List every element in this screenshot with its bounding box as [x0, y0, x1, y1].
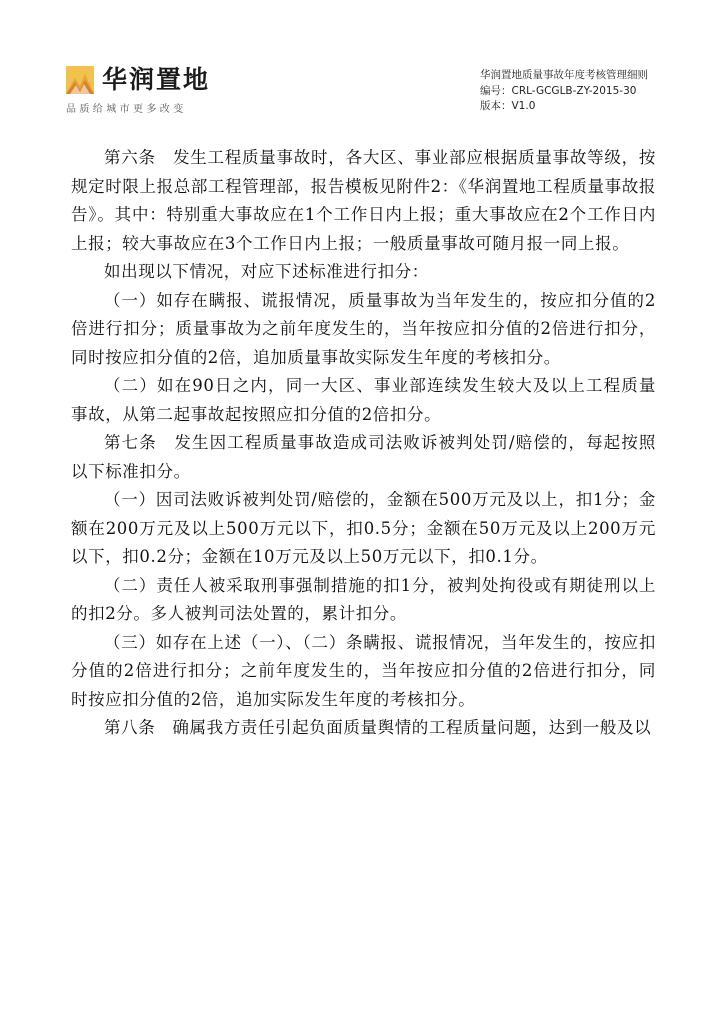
- document-body: [71, 144, 656, 743]
- paragraph-7-item-2: （二）责任人被采取刑事强制措施的扣1分，被判处拘役或有期徒刑以上的扣2分。多人被判司法处置的，累计扣分。: [71, 575, 656, 623]
- paragraph-7-item-1: （一）因司法败诉被判处罚/赔偿的，金额在500万元及以上，扣1分；金额在200万元及以上500万元以下，扣0.5分；金额在50万元及以上200万元以下，扣0.2分；金额在10万元及以上50万元以下，扣0.1分。: [71, 490, 656, 566]
- paragraph-6-item-1: （一）如存在瞒报、谎报情况，质量事故为当年发生的，按应扣分值的2倍进行扣分；质量事故为之前年度发生的，当年按应扣分值的2倍进行扣分，同时按应扣分值的2倍，追加质量事故实际发生年度的考核扣分。: [71, 290, 656, 367]
- company-logo: [66, 66, 266, 118]
- document-meta: [480, 68, 648, 115]
- paragraph-article-8: 第八条 确属我方责任引起负面质量舆情的工程质量问题，达到一般及以: [104, 718, 652, 737]
- paragraph-7-item-3: （三）如存在上述（一）、（二）条瞒报、谎报情况，当年发生的，按应扣分值的2倍进行扣分；之前年度发生的，当年按应扣分值的2倍进行扣分，同时按应扣分值的2倍，追加实际发生年度的考核扣分。: [71, 632, 656, 709]
- logo-name: 华润置地: [102, 65, 211, 94]
- document-title: 华润置地质量事故年度考核管理细则: [480, 69, 648, 81]
- page-header: [0, 0, 724, 120]
- paragraph-article-7: 第七条 发生因工程质量事故造成司法败诉被判处罚/赔偿的，每起按照以下标准扣分。: [71, 433, 656, 481]
- paragraph-article-6: 第六条 发生工程质量事故时，各大区、事业部应根据质量事故等级，按规定时限上报总部工程管理部，报告模板见附件2：《华润置地工程质量事故报告》。其中：特别重大事故应在1个工作日内上报；重大事故应在2个工作日内上报；较大事故应在3个工作日内上报；一般质量事故可随月报一同上报。: [71, 148, 656, 253]
- paragraph-6-item-2: （二）如在90日之内，同一大区、事业部连续发生较大及以上工程质量事故，从第二起事故起按照应扣分值的2倍扣分。: [71, 376, 656, 424]
- logo-slogan: 品质给城市更多改变: [66, 104, 187, 115]
- paragraph-deduction-intro: 如出现以下情况，对应下述标准进行扣分：: [104, 262, 429, 281]
- document-version: 版本：V1.0: [480, 100, 536, 112]
- logo-mark-icon: [66, 66, 94, 94]
- document-number: 编号：CRL-GCGLB-ZY-2015-30: [480, 84, 637, 97]
